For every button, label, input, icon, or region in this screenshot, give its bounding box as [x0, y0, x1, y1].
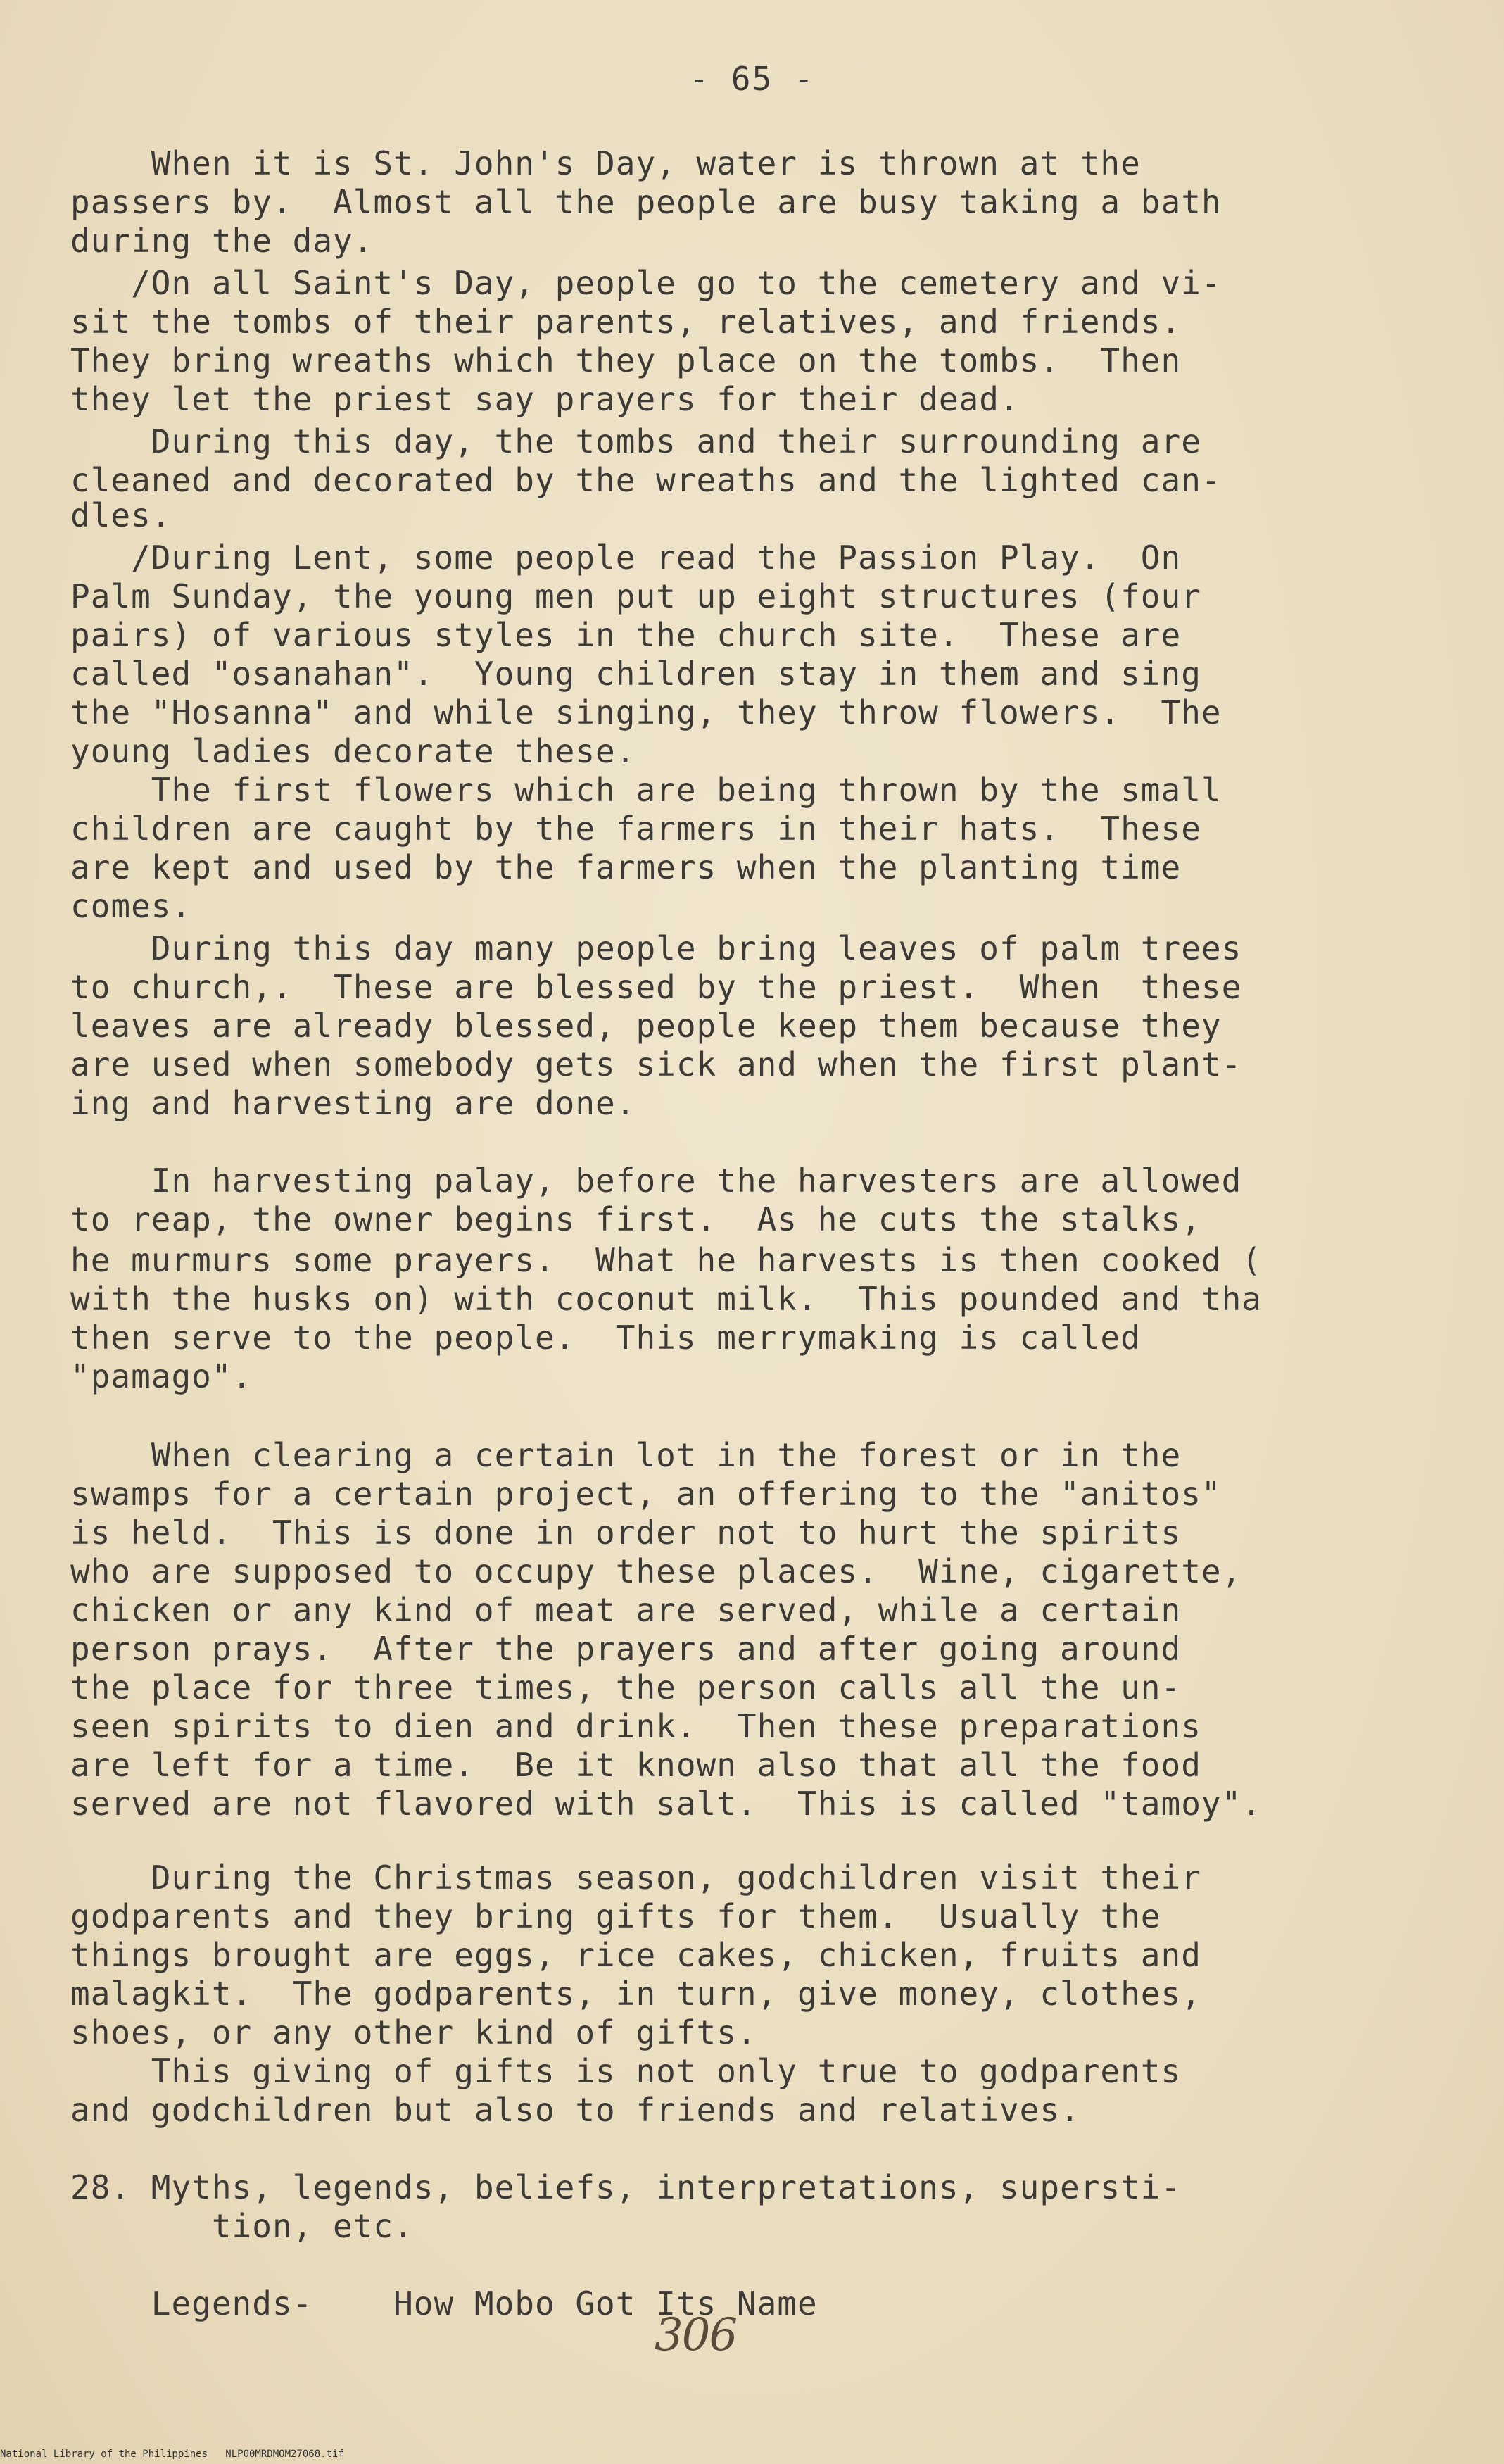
text-line: Legends- How Mobo Got Its Name	[70, 2284, 818, 2322]
text-line: to church,. These are blessed by the priest. When these	[70, 968, 1242, 1006]
text-line: swamps for a certain project, an offering to the "anitos"	[70, 1475, 1222, 1513]
page-number: - 65 -	[689, 60, 815, 98]
text-line: leaves are already blessed, people keep them because they	[70, 1007, 1222, 1045]
text-line: sit the tombs of their parents, relatives, and friends.	[70, 303, 1182, 341]
text-line: things brought are eggs, rice cakes, chicken, fruits and	[70, 1936, 1201, 1974]
text-line: dles.	[70, 496, 172, 534]
text-line: ing and harvesting are done.	[70, 1084, 636, 1122]
text-line: person prays. After the prayers and after going around	[70, 1630, 1182, 1668]
text-line: chicken or any kind of meat are served, while a certain	[70, 1591, 1182, 1629]
text-line: pairs) of various styles in the church site. These are	[70, 616, 1182, 654]
text-line: they let the priest say prayers for their dead.	[70, 380, 1020, 418]
text-line: During this day many people bring leaves of palm trees	[70, 929, 1242, 967]
text-line: seen spirits to dien and drink. Then these preparations	[70, 1707, 1201, 1745]
archive-footer: National Library of the Philippines NLP00MRDMOM27068.tif	[0, 2449, 344, 2460]
text-line: 28. Myths, legends, beliefs, interpretations, supersti-	[70, 2168, 1182, 2206]
text-line: called "osanahan". Young children stay in them and sing	[70, 655, 1201, 693]
text-line: This giving of gifts is not only true to godparents	[70, 2052, 1182, 2090]
text-line: young ladies decorate these.	[70, 732, 636, 770]
text-line: cleaned and decorated by the wreaths and the lighted can-	[70, 461, 1222, 499]
text-line: he murmurs some prayers. What he harvests is then cooked (	[70, 1241, 1262, 1279]
text-line: /During Lent, some people read the Passion Play. On	[70, 539, 1182, 577]
text-line: the "Hosanna" and while singing, they throw flowers. The	[70, 693, 1222, 731]
handwritten-page-number: 306	[655, 2309, 737, 2361]
text-line: who are supposed to occupy these places. Wine, cigarette,	[70, 1552, 1242, 1590]
text-line: "pamago".	[70, 1357, 253, 1395]
text-line: and godchildren but also to friends and relatives.	[70, 2091, 1080, 2129]
text-line: to reap, the owner begins first. As he cuts the stalks,	[70, 1200, 1201, 1238]
text-line: are used when somebody gets sick and when the first plant-	[70, 1045, 1242, 1083]
text-line: comes.	[70, 887, 192, 925]
text-line: godparents and they bring gifts for them. Usually the	[70, 1897, 1161, 1935]
text-line: When it is St. John's Day, water is thrown at the	[70, 144, 1141, 182]
text-line: passers by. Almost all the people are busy taking a bath	[70, 183, 1222, 221]
text-line: When clearing a certain lot in the forest or in the	[70, 1436, 1182, 1474]
text-line: During the Christmas season, godchildren visit their	[70, 1859, 1201, 1897]
text-line: /On all Saint's Day, people go to the cemetery and vi-	[70, 264, 1222, 302]
text-line: during the day.	[70, 222, 374, 260]
text-line: Palm Sunday, the young men put up eight structures (four	[70, 577, 1201, 615]
text-line: are left for a time. Be it known also that all the food	[70, 1746, 1201, 1784]
text-line: In harvesting palay, before the harvesters are allowed	[70, 1162, 1242, 1200]
text-line: is held. This is done in order not to hurt the spirits	[70, 1514, 1182, 1552]
text-line: served are not flavored with salt. This is called "tamoy".	[70, 1785, 1262, 1823]
text-line: They bring wreaths which they place on the tombs. Then	[70, 341, 1182, 379]
text-line: The first flowers which are being thrown by the small	[70, 771, 1222, 809]
text-line: malagkit. The godparents, in turn, give money, clothes,	[70, 1975, 1201, 2013]
text-line: shoes, or any other kind of gifts.	[70, 2013, 757, 2051]
text-line: with the husks on) with coconut milk. This pounded and tha	[70, 1280, 1262, 1318]
text-line: children are caught by the farmers in their hats. These	[70, 810, 1201, 848]
text-line: are kept and used by the farmers when the planting time	[70, 848, 1182, 886]
text-line: During this day, the tombs and their surrounding are	[70, 422, 1201, 460]
text-line: the place for three times, the person calls all the un-	[70, 1668, 1182, 1706]
text-line: then serve to the people. This merrymaking is called	[70, 1319, 1141, 1357]
text-line: tion, etc.	[70, 2207, 414, 2245]
